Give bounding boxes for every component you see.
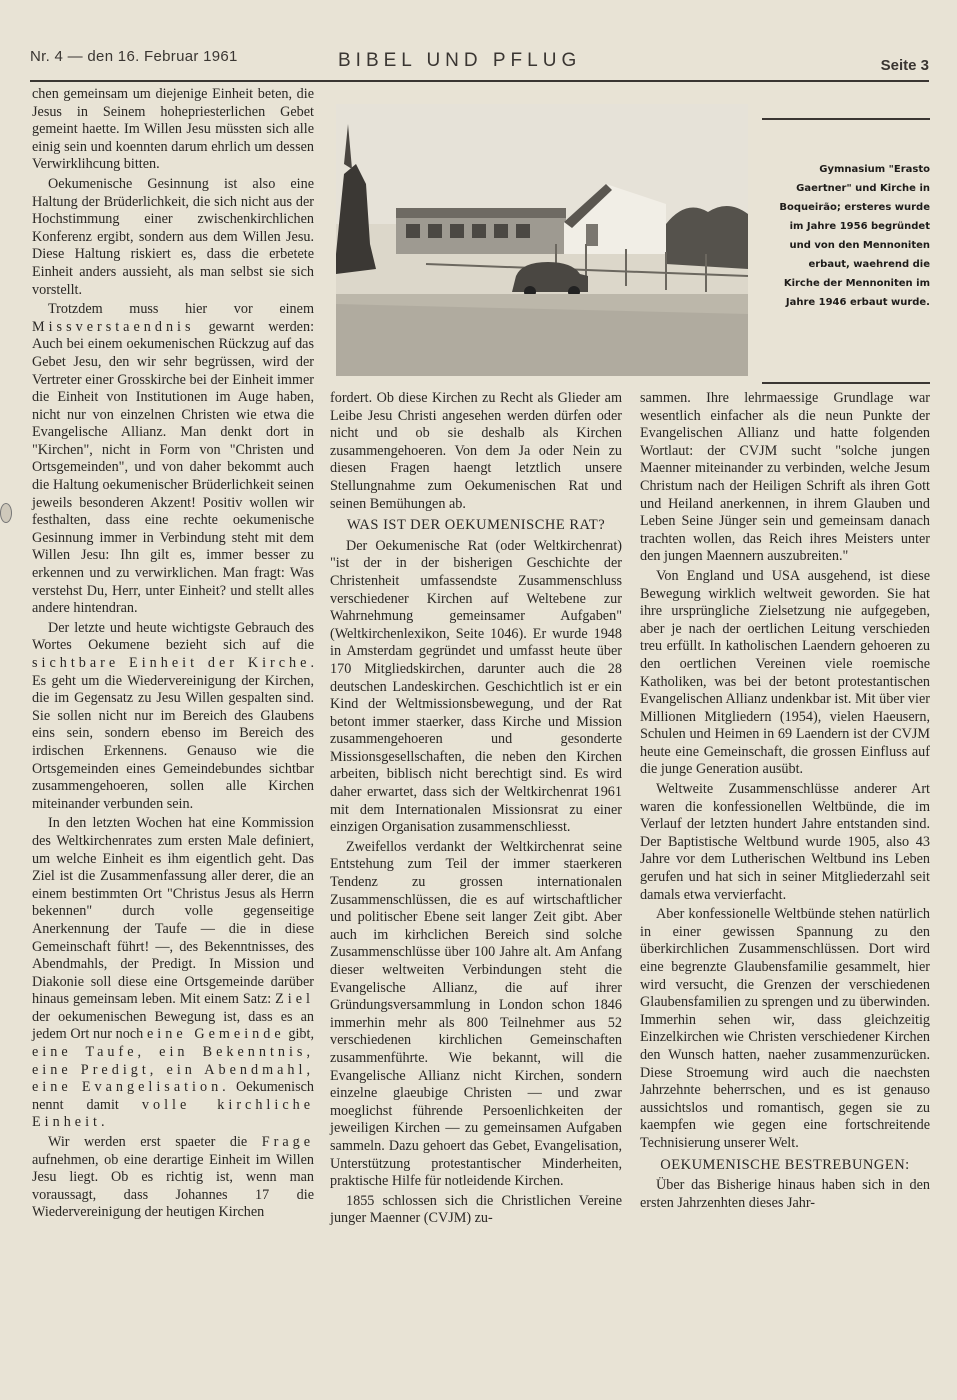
paragraph: Aber konfessionelle Weltbünde stehen natürlich in einer gewissen Spannung zu den überkirchlichen Zusammenschlüssen. Dort wird eine begrenzte Glaubensfamilie gesammelt, hier wird versucht, die Grenzen der verschiedenen Glaubensfamilien zu sprengen und zu überwinden. Immerhin sehen wir, dass gleichzeitig Einzelkirchen wie Christen verschiedener Kirchen den Wunsch hatten, naeher zusammenzurücken. Diese Stroemung wird auch die naechsten Jahrzehnte beherrschen, und es ist genauso aussichtslos und romantisch, gegen sie zu kaempfen wie gegen eine fortschreitende Technisierung unserer Welt. — [640, 906, 930, 1151]
paragraph: Zweifellos verdankt der Weltkirchenrat seine Entstehung zum Teil der immer staerkeren Tendenz zu grossen internationalen Zusammenschlüssen, die es auf wirtschaftlicher und politischer Ebene seit langer Zeit gibt. Aber auch im kirhclichen Bereich sind solche Zusammenschlüsse über 100 Jahre alt. Am Anfang dieser weltweiten Verbindungen steht die Evangelische Allianz, die auf ihrer Gründungsversammlung in London schon 1846 immerhin mehr als 800 Teilnehmer aus 52 verschiedenen kirchlichen Gemeinschaften zusammenführte. Wie bekannt, will die Evangelische Allianz nicht Kirchen, sondern einzelne glaeubige Christen — und zwar moeglichst führende Persoenlichkeiten der jeweiligen Kirchen — zu gemeinsamen Aufgaben sammeln. Dazu gehoert das Gebet, Evangelisation, Unterstützung protestantischer Minderheiten, praktische Hilfe für notleidende Kirchen. — [330, 838, 622, 1190]
newspaper-title: BIBEL UND PFLUG — [338, 50, 582, 71]
paragraph: Von England und USA ausgehend, ist diese Bewegung wirklich weltweit geworden. Sie hat ihre ursprüngliche Zielsetzung nie aufgegeben, aber je nach der oertlichen Leitung verschieden treu erfüllt. In katholischen Laendern gehoeren zu den oertlichen Vereinen viele roemische Katholiken, was bei der betont protestantischen Evangelischen Allianz undenkbar ist. Mit über vier Millionen Mitgliedern (1954), vielen Haeusern, Schulen und Heimen in 69 Laendern ist der CVJM heute eine Gemeinschaft, die grossen Einfluss auf die junge Generation ausübt. — [640, 567, 930, 778]
header-rule — [30, 80, 929, 82]
section-heading: WAS IST DER OEKUMENISCHE RAT? — [346, 517, 606, 534]
paragraph: Oekumenische Gesinnung ist also eine Haltung der Brüderlichkeit, die sich nicht aus der Hochstimmung einer zwischenkirchlichen Konferenz ergibt, sondern aus dem Willen Jesu. Diese Haltung riskiert es, dass die erbetete Einheit anders aussieht, als man selbst sie sich vorstellt. — [32, 175, 314, 298]
issue-date: Nr. 4 — den 16. Februar 1961 — [30, 48, 238, 65]
paragraph: sammen. Ihre lehrmaessige Grundlage war wesentlich einfacher als die neun Punkte der Evangelischen Allianz und hatte folgenden Wortlaut: der CVJM sucht "solche jungen Maenner miteinander zu verbinden, welche Jesum Christum nach der Heiligen Schrift als ihren Gott und Heiland anerkennen, in ihrem Glauben und Leben Seine Jünger sein und gemeinsam danach trachten wollen, das Reich ihres Meisters unter den jungen Maennern auszubreiten." — [640, 390, 930, 565]
page-blemish — [0, 503, 12, 523]
column-1 — [32, 86, 314, 1222]
section-heading: OEKUMENISCHE BESTREBUNGEN: — [660, 1156, 910, 1173]
photo-image — [336, 104, 748, 376]
photo-caption: Gymnasium "Erasto Gaertner" und Kirche in Boqueirão; ersteres wurde im Jahre 1956 begründet und von den Mennoniten erbaut, waehrend die Kirche der Mennoniten im Jahre 1946 erbaut wurde. — [779, 164, 930, 308]
paragraph: Wir werden erst spaeter die Frage aufnehmen, ob eine derartige Einheit im Willen Jesu liegt. Ob es richtig ist, wenn man voraussagt, dass Johannes 17 die Wiedervereinigung der heutigen Kirchen — [32, 1134, 315, 1221]
paragraph: fordert. Ob diese Kirchen zu Recht als Glieder am Leibe Jesu Christi angesehen werden dürfen oder nicht und ob sie deshalb als Kirchen zusammengehoeren. Von dem Ja oder Nein zu diesen Fragen haengt letztlich unsere Stellungnahme zum Oekumenischen Rat und seinen Bemühungen ab. — [330, 390, 622, 512]
paragraph: Weltweite Zusammenschlüsse anderer Art waren die konfessionellen Weltbünde, die im Verlauf der letzten hundert Jahre entstanden sind. Der Baptistische Weltbund wurde 1905, also 43 Jahre vor dem Lutherischen Weltbund ins Leben gerufen und hat sich in seiner Mitgliederzahl seit damals etwa vervierfacht. — [640, 781, 930, 903]
paragraph: chen gemeinsam um diejenige Einheit beten, die Jesus in Seinem hohepriesterlichen Gebet gemeint haette. Im Willen Jesu müssten sich alle einig sein und koennten darum ehrlich um dessen Verwirklihcung bitten. — [32, 86, 314, 173]
page-header — [30, 48, 929, 82]
page-number: Seite 3 — [880, 57, 929, 74]
column-3 — [640, 390, 930, 1212]
photo-gymnasium-church — [336, 104, 748, 376]
paragraph: Der letzte und heute wichtigste Gebrauch des Wortes Oekumene bezieht sich auf die sichtbare Einheit der Kirche. Es geht um die Wiedervereinigung der Kirchen, die im Gegensatz zu Jesu Willen gespalten sind. Sie sollen nicht nur im Bereich des Glaubens eins sein, sondern ebenso im Bereich des irdischen Erkennens. Genauso wie die Ortsgemeinden eines Gemeindebundes sichtbar zusammengehoeren, sollen alle Kirchen miteinander verbunden sein. — [32, 619, 314, 812]
column-2 — [330, 390, 622, 1228]
paragraph: Über das Bisherige hinaus haben sich in den ersten Jahrzenhten dieses Jahr- — [640, 1177, 930, 1211]
photo-caption-box — [762, 118, 930, 384]
paragraph: Der Oekumenische Rat (oder Weltkirchenrat) "ist der in der bisherigen Geschichte der Christenheit umfassendste Zusammenschluss verschiedener Kirchen auf Weltebene zur Wahrnehmung gemeinsamer Aufgaben" (Weltkirchenlexikon, Seite 1046). Er wurde 1948 in Amsterdam gegründet und umfasst heute über 170 Mitgliedskirchen, darunter auch die 28 deutschen Landeskirchen. Geschichtlich ist er ein Kind der Weltmissionsbewegung, und der Rat betont immer staerker, dass Kirche und Mission zusammengehoeren und gesonderte Missionsgesellschaften, die neben den Kirchen arbeiten, biblisch nicht berechtigt sind. Es wird daher erwartet, dass sich der Weltkirchenrat 1961 mit dem Internationalen Missionsrat zu einer einzigen Organisation zusammenschliesst. — [330, 537, 622, 836]
paragraph: Trotzdem muss hier vor einem Missverstaendnis gewarnt werden: Auch bei einem oekumenischen Rückzug auf das Gebet Jesu, den wir sehr begrüssen, wird der Vertreter einer Grosskirche bei der Einheit immer die Einheit von Institutionen im Auge haben, nicht nur von einzelnen Christen wie etwa die Evangelische Allianz. Man denkt dort in "Kirchen", nicht in Form von "Christen und Ortsgemeinden", und von daher bekommt auch die Haltung oekumenischer Brüderlichkeit seinen jeweils besonderen Akzent! Positiv wollen wir festhalten, dass eine rechte oekumenische Gesinnung immer in Verbindung steht mit dem Willen Jesu: Ihn gilt es, immer besser zu erkennen und zu verwirklichen. Man fragt: Was verstehst Du, Herr, unter Einheit? und stellt alles andere hintendran. — [32, 301, 315, 617]
paragraph: In den letzten Wochen hat eine Kommission des Weltkirchenrates zum ersten Male definiert, um welche Einheit es ihm eigentlich geht. Das Ziel ist die Zusammenfassung aller derer, die an einem bestimmten Ort "Christus Jesus als Herrn bekennen" durch volle gegenseitige Anerkennung der Taufe — die in diese Gemeinschaft führt! —, des Bekenntnisses, des Abendmahls, der Predigt. In Mission und Diakonie soll diese eine Ortsgemeinde darüber hinaus gemeinsam leben. Mit einem Satz: Ziel der oekumenischen Bewegung ist, dass es an jedem Ort nur noch eine Gemeinde gibt, eine Taufe, ein Bekenntnis, eine Predigt, ein Abendmahl, eine Evangelisation. Oekumenisch nennt damit volle kirchliche Einheit. — [32, 815, 315, 1131]
paragraph: 1855 schlossen sich die Christlichen Vereine junger Maenner (CVJM) zu- — [330, 1192, 622, 1227]
